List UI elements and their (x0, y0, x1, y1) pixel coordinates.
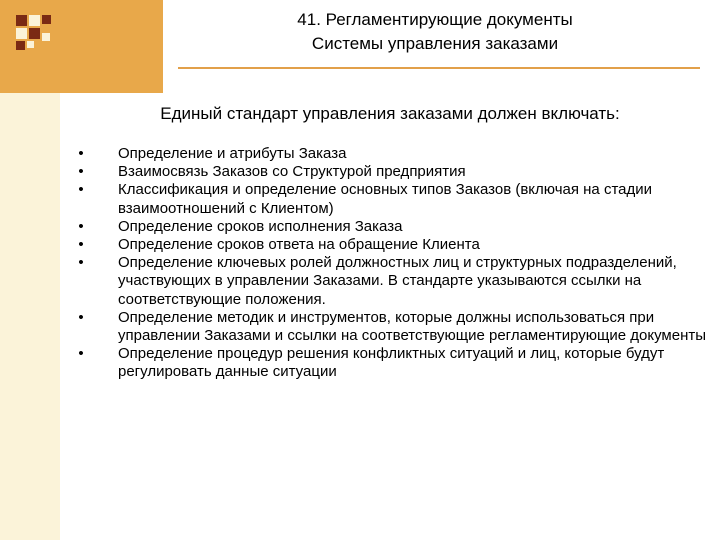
bullet-marker: • (78, 163, 84, 181)
tiled-squares-logo-icon (0, 0, 60, 60)
bullet-text: Взаимосвязь Заказов со Структурой предприятия (118, 163, 466, 181)
bullet-text: Классификация и определение основных типов Заказов (включая на стадии взаимоотношений с Клиентом) (118, 181, 652, 217)
slide-title (200, 8, 670, 56)
subheading: Единый стандарт управления заказами должен включать: (160, 104, 620, 123)
bullet-text: Определение сроков исполнения Заказа (118, 217, 403, 235)
bullet-item (76, 254, 706, 309)
title-underline (178, 67, 700, 69)
left-decorative-band (0, 93, 60, 540)
bullet-text: Определение сроков ответа на обращение Клиента (118, 236, 480, 254)
bullet-marker: • (78, 236, 84, 254)
bullet-item (76, 145, 706, 163)
bullet-marker: • (78, 345, 84, 363)
bullet-list (76, 145, 706, 382)
bullet-item (76, 309, 706, 345)
bullet-marker: • (78, 217, 84, 235)
bullet-marker: • (78, 181, 84, 199)
title-line-1: 41. Регламентирующие документы (297, 10, 573, 29)
bullet-text: Определение методик и инструментов, которые должны использоваться при управлении Заказами и ссылки на соответствующие регламентирующие документы (118, 308, 707, 345)
bullet-text: Определение ключевых ролей должностных лиц и структурных подразделений, участвующих в управлении Заказами. В стандарте указываются ссылки на соответствующие положения. (118, 254, 677, 308)
bullet-item (76, 345, 706, 381)
bullet-marker: • (78, 254, 84, 272)
bullet-text: Определение процедур решения конфликтных ситуаций и лиц, которые будут регулировать данные ситуации (118, 345, 665, 381)
bullet-marker: • (78, 145, 84, 162)
bullet-item (76, 181, 706, 217)
bullet-item (76, 218, 706, 236)
title-line-2: Системы управления заказами (311, 34, 559, 53)
bullet-text: Определение и атрибуты Заказа (118, 145, 347, 162)
bullet-item (76, 236, 706, 254)
bullet-item (76, 163, 706, 181)
bullet-marker: • (78, 308, 84, 326)
